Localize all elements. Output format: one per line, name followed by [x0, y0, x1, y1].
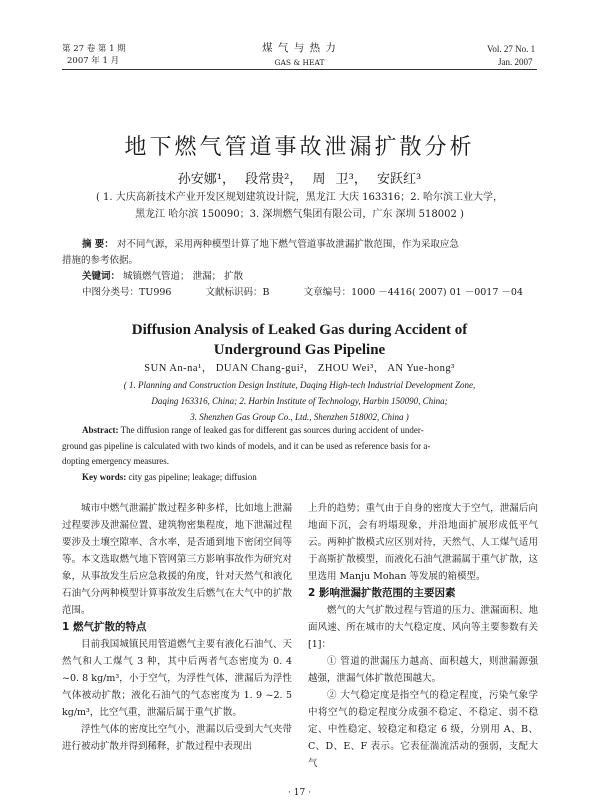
authors-cn: 孙安娜¹， 段常贵²， 周 卫³， 安跃红³ — [177, 172, 422, 187]
article-number: 文章编号：1000 －4416( 2007) 01 －0017 －04 — [303, 287, 523, 298]
abstract-cn — [62, 237, 537, 301]
date-cn: 2007 年 1 月 — [67, 56, 120, 66]
keywords-en-text: city gas pipeline; leakage; diffusion — [128, 471, 257, 482]
affiliation-en-line-2: Daqing 163316, China; 2. Harbin Institute of Technology, Harbin 150090, China; — [151, 396, 448, 406]
authors-en: SUN An-na¹， DUAN Chang-gui²， ZHOU Wei³， AN Yue-hong³ — [144, 363, 455, 374]
section-2-heading: 2 影响泄漏扩散范围的主要因素 — [308, 587, 456, 599]
journal-name-cn: 煤 气 与 热 力 — [262, 42, 337, 54]
list-item-2: ② 大气稳定度是指空气的稳定程度，污染气象学中将空气的稳定程度分成强不稳定、不稳定、弱不稳定、中性稳定、较稳定和稳定 6 级，分别用 A、B、C、D、E、F 表示。它表征湍流活动的强弱，支配大气 — [308, 690, 538, 769]
section-1-paragraph-2: 浮性气体的密度比空气小，泄漏以后受到大气夹带进行被动扩散并得到稀释，扩散过程中表现出 — [62, 724, 292, 752]
keywords-cn-text: 城镇燃气管道； 泄漏； 扩散 — [123, 271, 244, 282]
section-1-paragraph-1: 目前我国城镇民用管道燃气主要有液化石油气、天然气和人工煤气 3 种，其中后两者气态密度为 0. 4 ~0. 8 kg/m³，小于空气，为浮性气体，泄漏后为浮性气体被动扩散；液化石油气的气态密度为 1. 9 ~2. 5 kg/m³，比空气重，泄漏后属于重气扩散。 — [62, 639, 292, 718]
affiliation-cn-line-1: ( 1. 大庆高新技术产业开发区规划建筑设计院，黑龙江 大庆 163316；2. 哈尔滨工业大学， — [95, 192, 504, 203]
title-en-line-2: Underground Gas Pipeline — [213, 342, 386, 358]
abstract-en-text-3: dopting emergency measures. — [62, 456, 170, 466]
abstract-en-label: Abstract: — [82, 425, 119, 435]
body-column-right — [308, 500, 538, 772]
list-item-1: ① 管道的泄漏压力越高、面积越大，则泄漏源强越强，泄漏气体扩散范围越大。 — [308, 656, 538, 684]
abstract-en — [62, 423, 537, 485]
continued-paragraph: 上升的趋势；重气由于自身的密度大于空气，泄漏后向地面下沉，会有坍塌现象，并沿地面扩展形成低平气云。两种扩散模式应区别对待，天然气、人工煤气适用于高斯扩散模型，而液化石油气泄漏属于重气扩散，这里选用 Manju Mohan 等发展的箱模型。 — [308, 503, 538, 582]
affiliation-cn-line-2: 黑龙江 哈尔滨 150090；3. 深圳燃气集团有限公司，广东 深圳 518002 ) — [135, 209, 464, 220]
section-1-heading: 1 燃气扩散的特点 — [62, 621, 147, 633]
abstract-en-text-1: The diffusion range of leaked gas for different gas sources during accident of under- — [120, 425, 424, 435]
keywords-cn-label: 关键词： — [82, 271, 121, 282]
title-cn: 地下燃气管道事故泄漏扩散分析 — [124, 135, 475, 160]
date-en: Jan. 2007 — [498, 57, 533, 67]
volume-issue-en: Vol. 27 No. 1 — [487, 44, 536, 54]
title-en-line-1: Diffusion Analysis of Leaked Gas during Accident of — [131, 322, 468, 338]
abstract-cn-text-2: 措施的参考依据。 — [62, 255, 139, 266]
clc-number: 中图分类号：TU996 — [82, 287, 172, 298]
intro-paragraph: 城市中燃气泄漏扩散过程多种多样，比如地上泄漏过程要涉及泄漏位置、建筑物密集程度，地下泄漏过程要涉及土壤空隙率、含水率，是否通到地下密闭空间等等。本文选取燃气地下管网第三方影响事故作为研究对象，从事故发生后应急救援的角度，针对天然气和液化石油气分两种模型计算事故发生后燃气在大气中的扩散范围。 — [62, 503, 292, 616]
page-number: · 17 · — [288, 788, 311, 798]
journal-name-en: GAS & HEAT — [274, 58, 325, 67]
keywords-en-label: Key words: — [82, 471, 127, 482]
affiliation-en-line-3: 3. Shenzhen Gas Group Co., Ltd., Shenzhen 518002, China ) — [190, 412, 409, 422]
document-code: 文献标识码：B — [205, 287, 270, 298]
body-column-left — [62, 500, 292, 755]
affiliation-en-line-1: ( 1. Planning and Construction Design Institute, Daqing High-tech Industrial Development Zone, — [123, 380, 476, 390]
volume-issue-cn: 第 27 卷 第 1 期 — [62, 44, 126, 54]
abstract-en-text-2: ground gas pipeline is calculated with two kinds of models, and it can be used as reference basis for a- — [62, 440, 431, 451]
abstract-cn-label: 摘 要： — [82, 239, 114, 250]
abstract-cn-text-1: 对不同气源，采用两种模型计算了地下燃气管道事故泄漏扩散范围，作为采取应急 — [116, 239, 459, 250]
header-rule — [62, 69, 537, 70]
section-2-paragraph-1: 燃气的大气扩散过程与管道的压力、泄漏面积、地面风速、所在城市的大气稳定度、风向等主要参数有关[1]： — [308, 605, 538, 650]
